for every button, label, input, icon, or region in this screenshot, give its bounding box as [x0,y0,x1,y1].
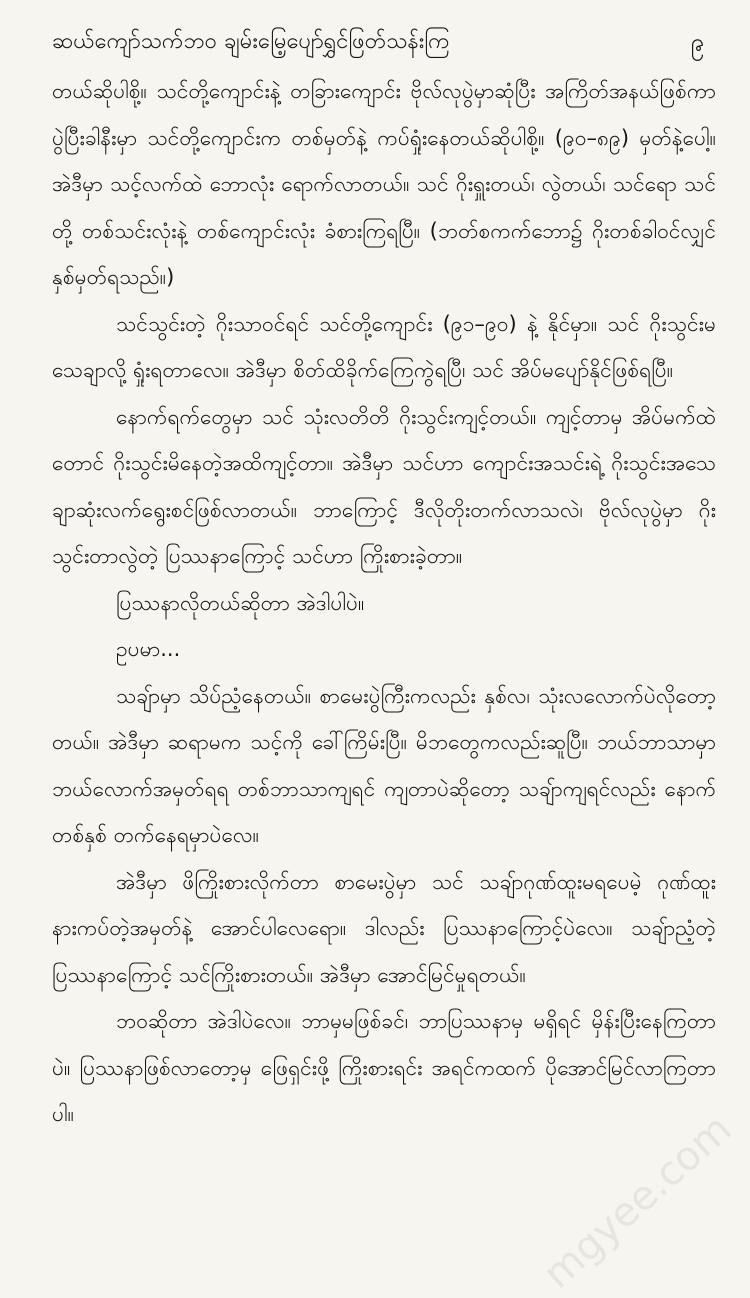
page-number: ၉ [690,28,704,56]
paragraph: ဘဝဆိုတာ အဲဒါပဲလေ။ ဘာမှမဖြစ်ခင်၊ ဘာပြဿနာမှ မရှိရင် မှိန်းပြီးနေကြတာပဲ။ ပြဿနာဖြစ်လာတော့မှ ဖြေရှင်းဖို့ ကြိုးစားရင်း အရင်ကထက် ပိုအောင်မြင်လာကြတာပါ။ [52,1009,716,1126]
paragraph: ဥပမာ... [116,637,181,661]
body-text [52,68,716,1138]
watermark: mgyee.com [534,1105,740,1298]
paragraph: သချ်ာမှာ သိပ်ညံ့နေတယ်။ စာမေးပွဲကြီးကလည်း နှစ်လ၊ သုံးလလောက်ပဲလိုတော့တယ်။ အဲဒီမှာ ဆရာမက သင့်ကို ခေါ်ကြိမ်းပြီ။ မိဘတွေကလည်းဆူပြီ။ ဘယ်ဘာသာမှာ ဘယ်လောက်အမှတ်ရရ တစ်ဘာသာကျရင် ကျတာပဲဆိုတော့ သချ်ာကျရင်လည်း နောက်တစ်နှစ် တက်နေရမှာပဲလေ။ [52,683,716,847]
running-header [52,22,704,62]
paragraph: အဲဒီမှာ ဖိကြိုးစားလိုက်တာ စာမေးပွဲမှာ သင် သချ်ာဂုဏ်ထူးမရပေမဲ့ ဂုဏ်ထူးနားကပ်တဲ့အမှတ်နဲ့ အောင်ပါလေရော။ ဒါလည်း ပြဿနာကြောင့်ပဲလေ။ သချ်ာညံ့တဲ့ပြဿနာကြောင့် သင်ကြိုးစားတယ်။ အဲဒီမှာ အောင်မြင်မှုရတယ်။ [52,869,716,987]
paragraph: ပြဿနာလိုတယ်ဆိုတာ အဲဒါပါပဲ။ [116,590,365,615]
paragraph: နောက်ရက်တွေမှာ သင် သုံးလတိတိ ဂိုးသွင်းကျင့်တယ်။ ကျင့်တာမှ အိပ်မက်ထဲတောင် ဂိုးသွင်းမိနေတဲ့အထိကျင့်တာ။ အဲဒီမှာ သင်ဟာ ကျောင်းအသင်းရဲ့ ဂိုးသွင်းအသေချာဆုံးလက်ရွေးစင်ဖြစ်လာတယ်။ ဘာကြောင့် ဒီလိုတိုးတက်လာသလဲ၊ ဗိုလ်လုပွဲမှာ ဂိုးသွင်းတာလွဲတဲ့ ပြဿနာကြောင့် သင်ဟာ ကြိုးစားခဲ့တာ။ [52,404,716,568]
header-title: ဆယ်ကျော်သက်ဘဝ ချမ်းမြေ့ပျော်ရွှင်ဖြတ်သန်းကြ [52,29,450,54]
paragraph-continued: တယ်ဆိုပါစို့။ သင်တို့ကျောင်းနဲ့ တခြားကျောင်း ဗိုလ်လုပွဲမှာဆုံပြီး အကြိတ်အနယ်ဖြစ်ကာ ပွဲပြီးခါနီးမှာ သင်တို့ကျောင်းက တစ်မှတ်နဲ့ ကပ်ရှုံးနေတယ်ဆိုပါစို့။ (၉၀–၈၉) မှတ်နဲ့ပေါ့။ အဲဒီမှာ သင့်လက်ထဲ ဘောလုံး ရောက်လာတယ်။ သင် ဂိုးရှူးတယ်၊ လွဲတယ်၊ သင်ရော သင်တို့ တစ်သင်းလုံးနဲ့ တစ်ကျောင်းလုံး ခံစားကြရပြီ။ (ဘတ်စကက်ဘော၌ ဂိုးတစ်ခါဝင်လျှင် နှစ်မှတ်ရသည်။) [52,79,716,289]
paragraph: သင်သွင်းတဲ့ ဂိုးသာဝင်ရင် သင်တို့ကျောင်း (၉၁–၉၀) နဲ့ နိုင်မှာ။ သင် ဂိုးသွင်းမသေချာလို့ ရှုံးရတာလေ။ အဲဒီမှာ စိတ်ထိခိုက်ကြေကွဲရပြီ၊ သင် အိပ်မပျော်နိုင်ဖြစ်ရပြီ။ [52,311,716,382]
